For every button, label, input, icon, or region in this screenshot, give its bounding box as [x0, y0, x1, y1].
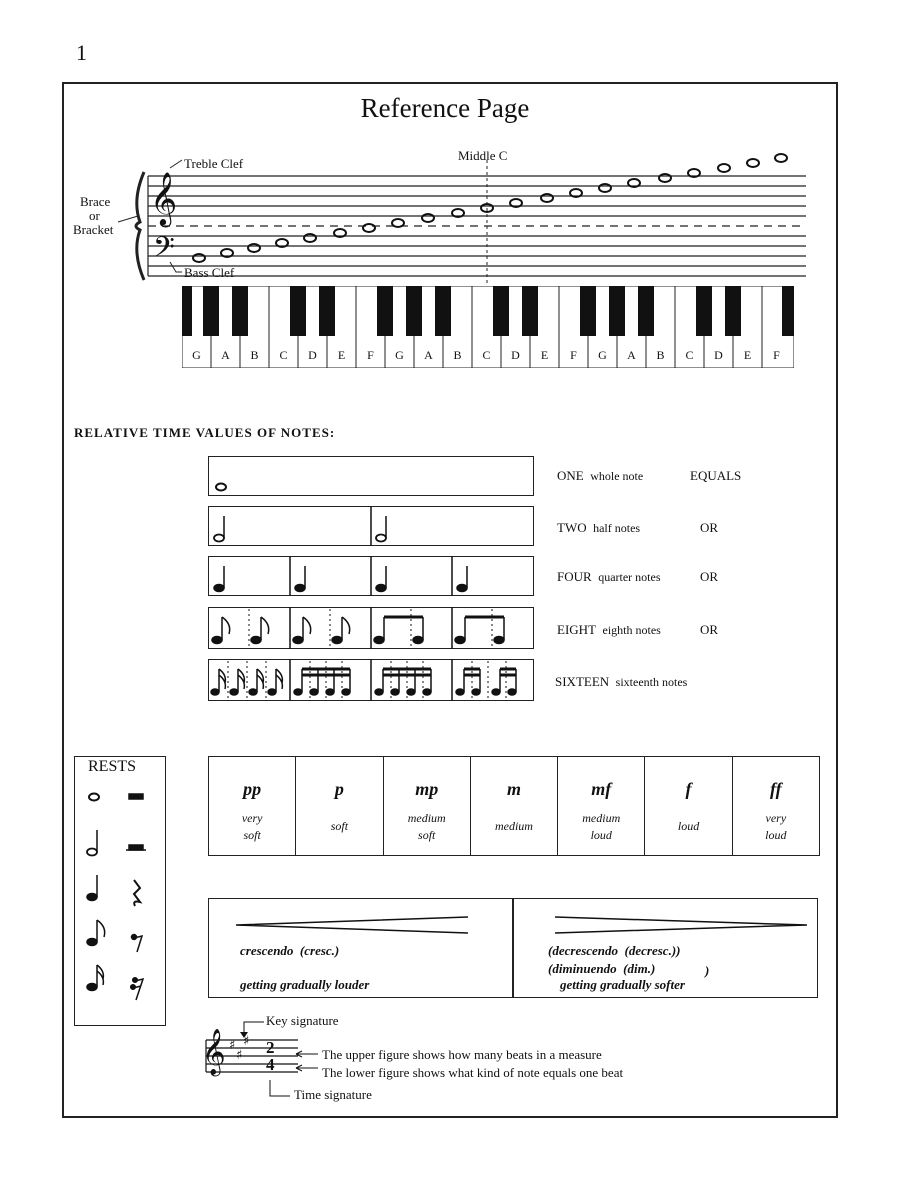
- lower-figure-note: The lower figure shows what kind of note equals one beat: [322, 1065, 624, 1080]
- dynamic-meaning: soft: [330, 819, 349, 833]
- key-label: A: [627, 348, 636, 362]
- sharp-icon: ♯: [236, 1048, 243, 1063]
- bracket-open: (: [548, 943, 553, 958]
- row-conjunction: OR: [700, 520, 719, 535]
- key-label: D: [511, 348, 520, 362]
- row-conjunction: EQUALS: [690, 468, 742, 483]
- time-value-row: [557, 520, 640, 536]
- key-label: G: [395, 348, 404, 362]
- dynamic-meaning: loud: [677, 819, 700, 833]
- row-count: TWO: [557, 520, 587, 535]
- decrescendo-name: [548, 943, 681, 959]
- key-label: C: [685, 348, 694, 362]
- key-signature-label: Key signature: [266, 1013, 339, 1028]
- dynamic-meaning: loud: [765, 828, 787, 842]
- key-label: E: [743, 348, 752, 362]
- time-value-row: [557, 468, 643, 484]
- row-name: sixteenth notes: [615, 675, 688, 689]
- dynamic-meaning: very: [241, 811, 263, 825]
- time-signature-lower: 4: [266, 1055, 275, 1074]
- crescendo-name: crescendo (cresc.): [240, 943, 340, 958]
- dynamic-meaning: loud: [590, 828, 612, 842]
- row-count: ONE: [557, 468, 584, 483]
- dynamic-cell: [296, 757, 383, 855]
- diminuendo-name: [548, 961, 655, 977]
- key-label: E: [337, 348, 346, 362]
- dynamic-symbol: mf: [591, 779, 612, 799]
- dynamic-cell: [645, 757, 732, 855]
- key-label: F: [773, 348, 780, 362]
- row-conjunction: OR: [700, 569, 719, 584]
- key-label: A: [221, 348, 230, 362]
- key-label: B: [250, 348, 259, 362]
- row-name: half notes: [593, 521, 641, 535]
- bracket-close-mark: ): [705, 963, 710, 978]
- time-signature-label: Time signature: [294, 1087, 372, 1102]
- key-label: B: [656, 348, 665, 362]
- treble-clef-label: Treble Clef: [184, 156, 244, 171]
- note-values-figures: [0, 440, 900, 710]
- key-label: G: [192, 348, 201, 362]
- dynamic-meaning: soft: [243, 828, 261, 842]
- hairpin-divider: [512, 898, 514, 998]
- key-label: G: [598, 348, 607, 362]
- page-number: 1: [76, 40, 87, 65]
- dynamic-meaning: soft: [418, 828, 436, 842]
- time-value-row: [555, 674, 687, 690]
- decrescendo-meaning: getting gradually softer: [560, 977, 685, 992]
- row-name: whole note: [590, 469, 644, 483]
- upper-figure-note: The upper figure shows how many beats in a measure: [322, 1047, 602, 1062]
- key-label: C: [482, 348, 491, 362]
- crescendo-meaning: getting gradually louder: [240, 977, 370, 992]
- decrescendo-label: decrescendo (decresc.): [552, 943, 677, 958]
- dynamic-cell: [558, 757, 645, 855]
- treble-clef-icon: 𝄞: [150, 171, 178, 225]
- key-label: D: [714, 348, 723, 362]
- crescendo-hairpin: [236, 912, 472, 938]
- row-name: eighth notes: [602, 623, 661, 637]
- key-label: C: [279, 348, 288, 362]
- dynamic-symbol: m: [506, 779, 521, 799]
- dynamic-symbol: mp: [415, 779, 439, 799]
- dynamic-symbol: f: [685, 779, 692, 799]
- middle-c-label: Middle C: [458, 148, 508, 163]
- brace-or-label: or: [89, 208, 100, 223]
- key-label: E: [540, 348, 549, 362]
- dynamic-cell: [209, 757, 296, 855]
- dynamics-table: [208, 756, 820, 856]
- bracket-open: (: [548, 961, 553, 976]
- dynamic-symbol: p: [334, 779, 344, 799]
- key-label: F: [367, 348, 374, 362]
- brace-label: Brace: [80, 194, 111, 209]
- dynamic-meaning: medium: [494, 819, 533, 833]
- sharp-icon: ♯: [243, 1034, 250, 1049]
- key-label: F: [570, 348, 577, 362]
- rests-heading: RESTS: [88, 758, 137, 775]
- dynamic-cell: [471, 757, 558, 855]
- dynamic-meaning: medium: [582, 811, 621, 825]
- dynamic-cell: [733, 757, 819, 855]
- dynamic-meaning: very: [765, 811, 787, 825]
- decrescendo-hairpin: [555, 912, 811, 938]
- sharp-icon: ♯: [229, 1038, 236, 1053]
- time-signature-upper: 2: [266, 1038, 275, 1057]
- key-label: A: [424, 348, 433, 362]
- dynamic-meaning: medium: [407, 811, 446, 825]
- dynamic-symbol: pp: [243, 779, 262, 799]
- keyboard-labels: [182, 348, 794, 363]
- bass-clef-label: Bass Clef: [184, 265, 235, 280]
- row-count: FOUR: [557, 569, 592, 584]
- key-label: B: [453, 348, 462, 362]
- diminuendo-label: diminuendo (dim.): [552, 961, 656, 976]
- page-title: Reference Page: [360, 93, 530, 123]
- rests-figures: [74, 780, 166, 1020]
- keyboard: [182, 286, 794, 368]
- bass-clef-icon: 𝄢: [153, 231, 175, 271]
- row-count: SIXTEEN: [555, 674, 610, 689]
- row-conjunction: OR: [700, 622, 719, 637]
- row-count: EIGHT: [557, 622, 596, 637]
- bracket-label: Bracket: [73, 222, 114, 237]
- time-value-row: [557, 622, 661, 638]
- bracket-close: ): [676, 943, 681, 958]
- time-value-row: [557, 569, 661, 585]
- treble-clef-small-icon: 𝄞: [202, 1029, 226, 1075]
- row-name: quarter notes: [598, 570, 661, 584]
- dynamic-cell: [384, 757, 471, 855]
- key-label: D: [308, 348, 317, 362]
- time-values-heading: RELATIVE TIME VALUES OF NOTES:: [74, 425, 336, 440]
- dynamic-symbol: ff: [769, 779, 782, 799]
